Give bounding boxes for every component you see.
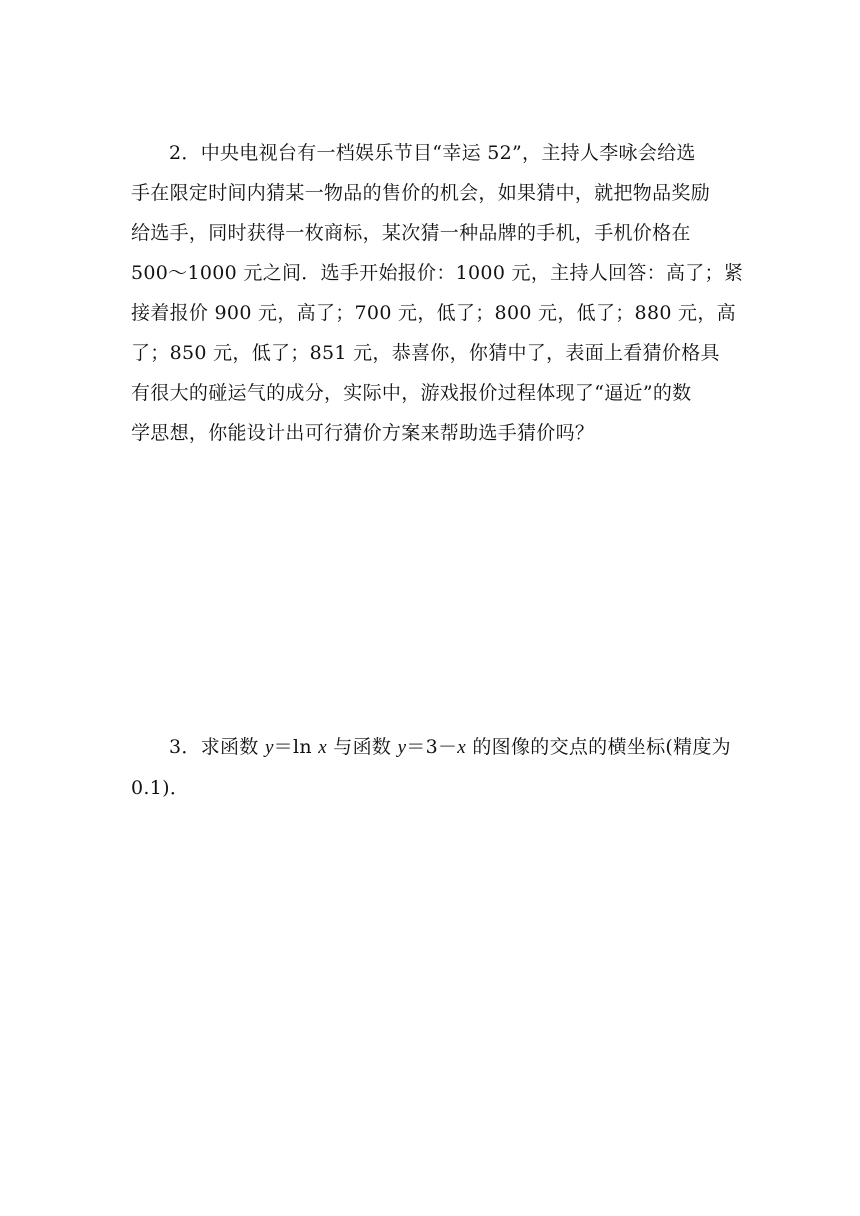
problem-2-line-3: 给选手，同时获得一枚商标，某次猜一种品牌的手机，手机价格在 [131,222,691,244]
problem-3-text-part: ＝ln [273,736,319,758]
math-variable-y: y [397,737,407,758]
problem-2 [131,133,744,453]
problem-3 [131,727,731,808]
problem-3-text-part: 与函数 [326,736,398,758]
problem-3-text-part: 的图像的交点的横坐标(精度为 [466,736,731,758]
problem-3-text-part: 3．求函数 [169,736,265,758]
math-variable-y: y [264,737,274,758]
math-variable-x: x [457,737,467,758]
problem-2-line-6: 了；850 元，低了；851 元，恭喜你，你猜中了，表面上看猜价格具 [131,342,720,364]
problem-3-line-1 [131,727,731,768]
problem-2-line-2: 手在限定时间内猜某一物品的售价的机会，如果猜中，就把物品奖励 [131,182,711,204]
problem-3-text-part: ＝3－ [406,736,458,758]
problem-2-line-7: 有很大的碰运气的成分，实际中，游戏报价过程体现了“逼近”的数 [131,382,692,404]
problem-2-line-4: 500～1000 元之间．选手开始报价：1000 元，主持人回答：高了；紧 [131,262,744,284]
math-variable-x: x [318,737,327,758]
problem-2-line-8: 学思想，你能设计出可行猜价方案来帮助选手猜价吗？ [131,422,595,444]
problem-2-line-5: 接着报价 900 元，高了；700 元，低了；800 元，低了；880 元，高 [131,302,736,324]
problem-2-line-1: 2．中央电视台有一档娱乐节目“幸运 52”，主持人李咏会给选 [169,142,696,164]
problem-3-line-2: 0.1)． [131,777,190,799]
